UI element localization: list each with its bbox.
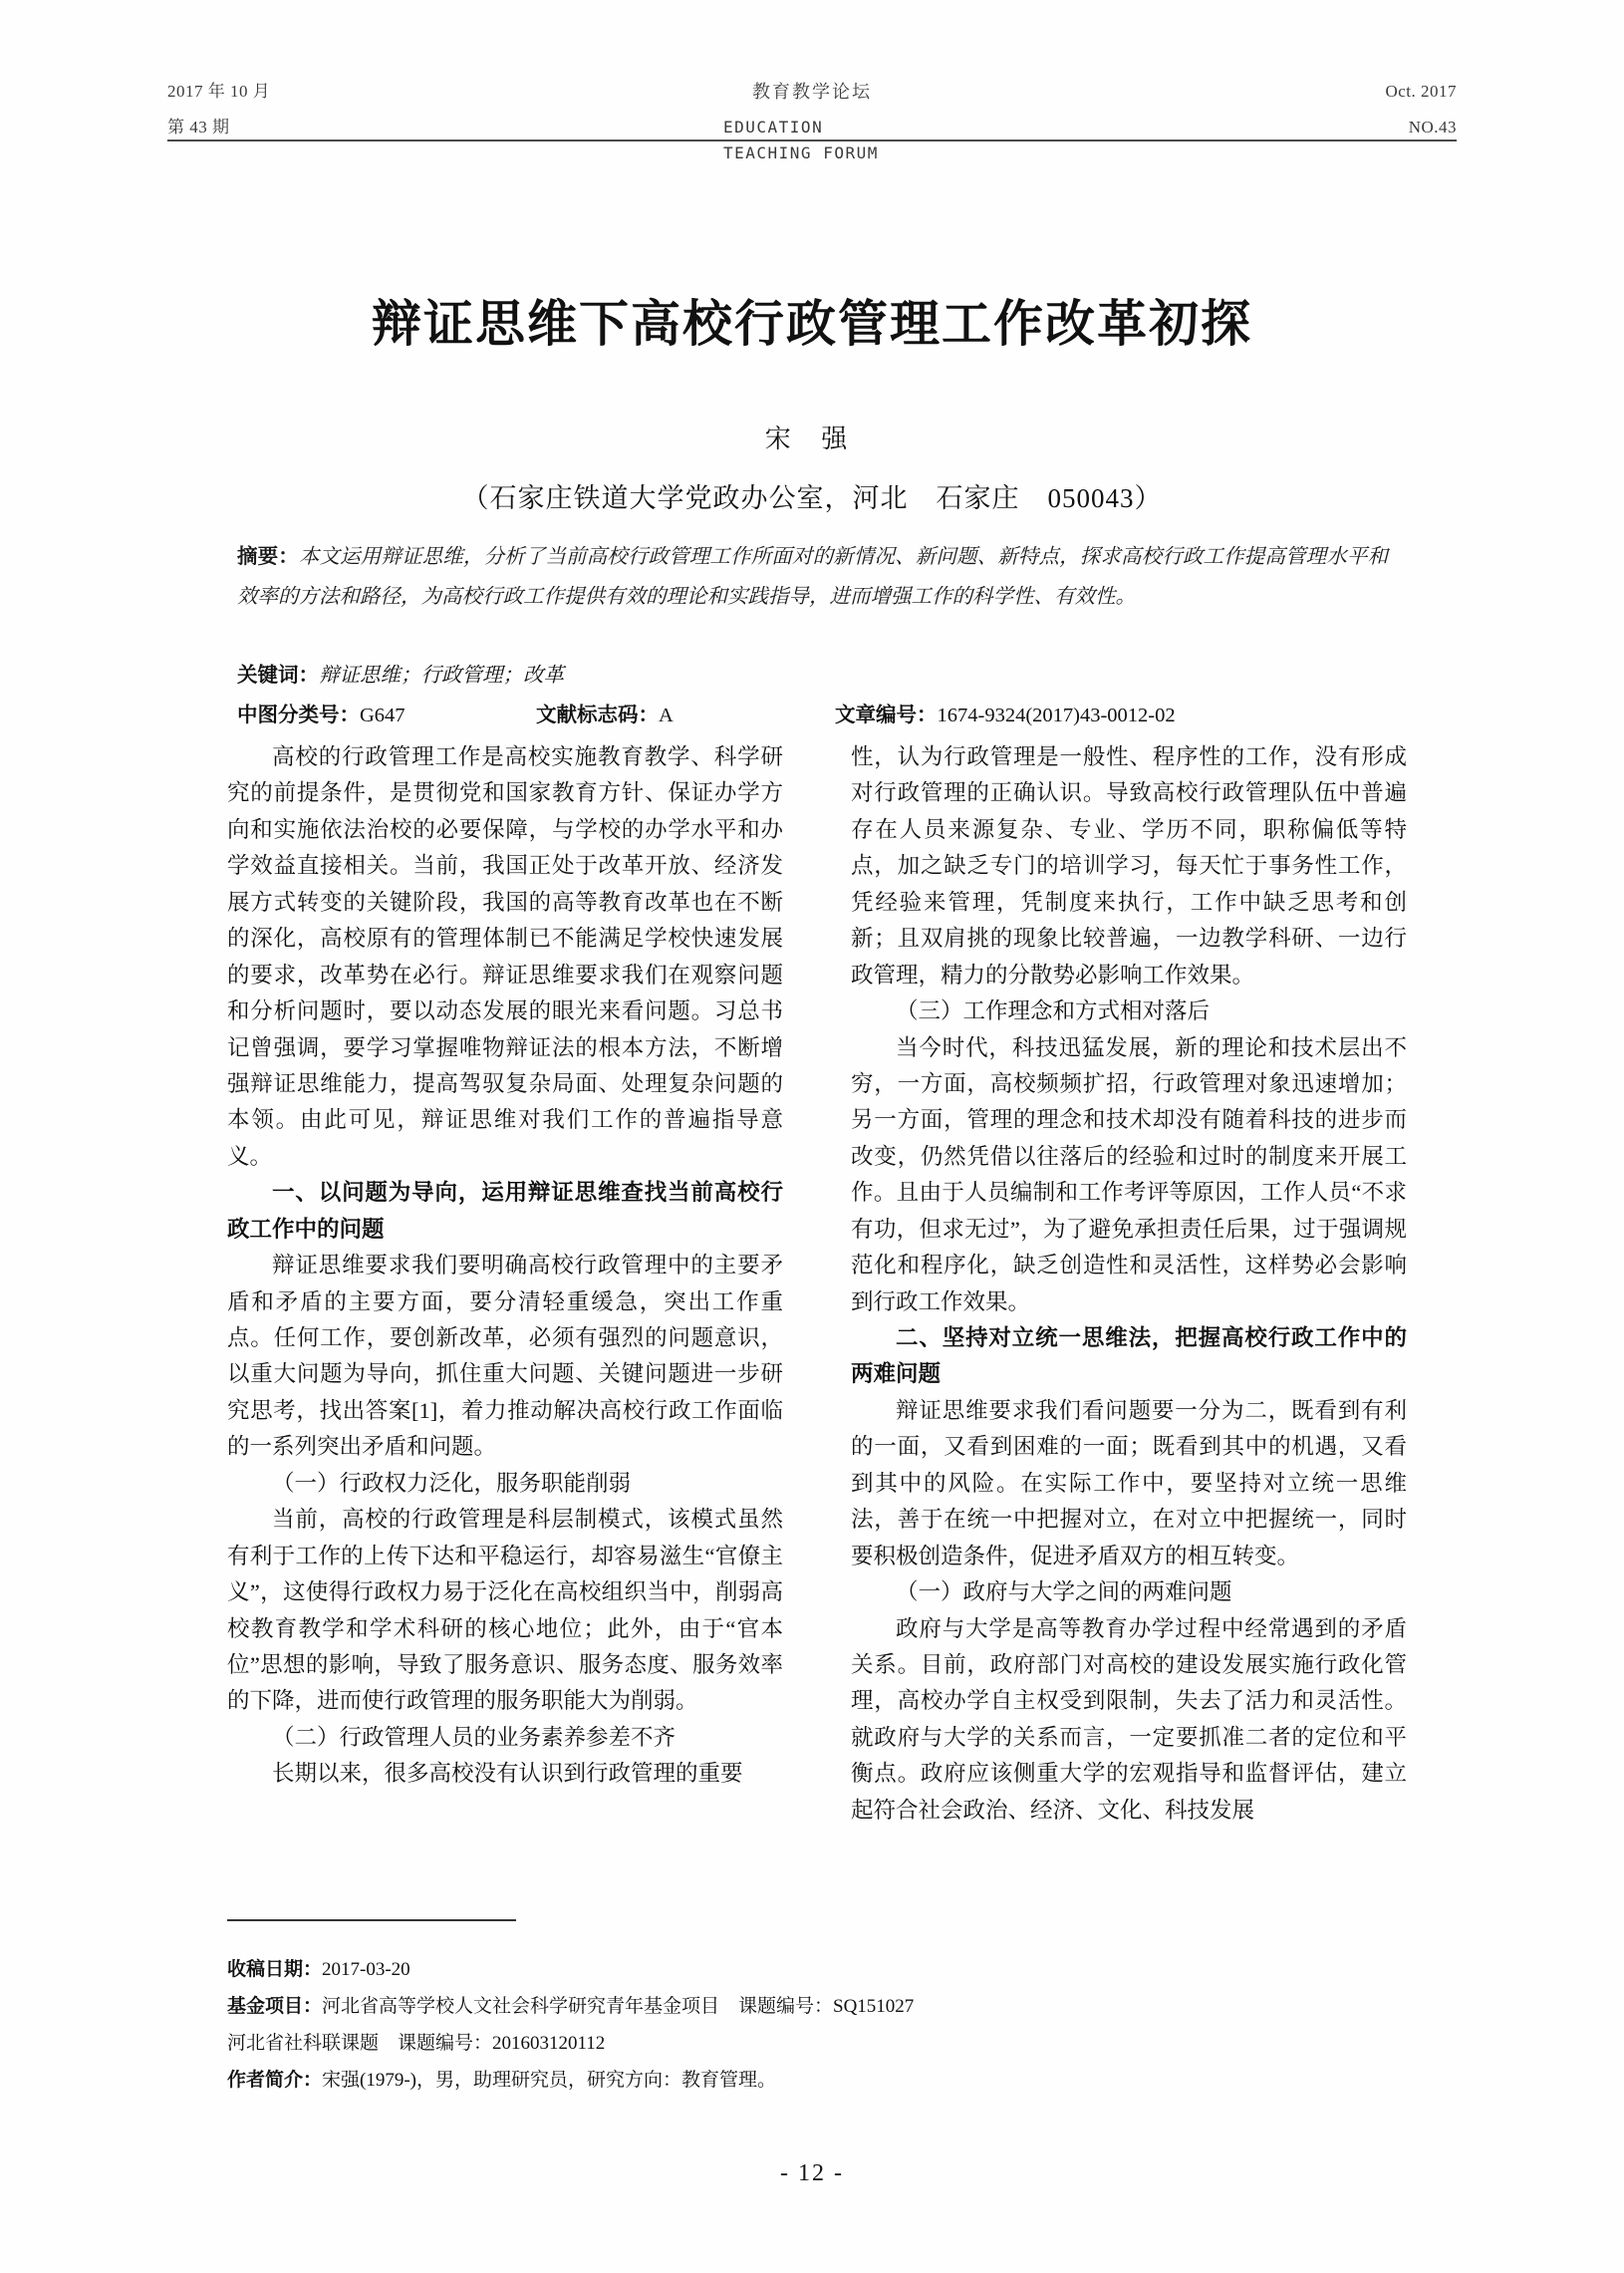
article-id-value: 1674-9324(2017)43-0012-02 — [937, 705, 1176, 726]
page-title: 辩证思维下高校行政管理工作改革初探 — [372, 294, 1252, 353]
footnote-author-label: 作者简介： — [227, 2070, 323, 2092]
paragraph: 当前，高校的行政管理是科层制模式，该模式虽然有利于工作的上传下达和平稳运行，却容易滋生“官僚主义”，这使得行政权力易于泛化在高校组织当中，削弱高校教育教学和学术科研的核心地位；此外，由于“官本位”思想的影响，导致了服务意识、服务态度、服务效率的下降，进而使行政管理的服务职能大为削弱。 — [227, 1507, 783, 1714]
keywords-text: 辩证思维；行政管理；改革 — [319, 665, 564, 687]
paragraph: 高校的行政管理工作是高校实施教育教学、科学研究的前提条件，是贯彻党和国家教育方针、保证办学方向和实施依法治校的必要保障，与学校的办学水平和办学效益直接相关。当前，我国正处于改革开放、经济发展方式转变的关键阶段，我国的高等教育改革也在不断的深化，高校原有的管理体制已不能满足学校快速发展的要求，改革势在必行。辩证思维要求我们在观察问题和分析问题时，要以动态发展的眼光来看问题。习总书记曾强调，要学习掌握唯物辩证法的根本方法，不断增强辩证思维能力，提高驾驭复杂局面、处理复杂问题的本领。由此可见，辩证思维对我们工作的普遍指导意义。 — [227, 744, 783, 1169]
journal-name-en: EDUCATION TEACHING FORUM — [723, 118, 879, 163]
subsection-heading: （三）工作理念和方式相对落后 — [896, 998, 1211, 1024]
footnote-fund-value: 河北省高等学校人文社会科学研究青年基金项目 课题编号：SQ151027 — [322, 1996, 915, 2018]
keywords-label: 关键词： — [237, 665, 319, 687]
column-right — [851, 739, 1407, 1829]
classification-line — [237, 698, 1433, 727]
page-number: - 12 - — [780, 2160, 844, 2186]
running-head-left — [167, 78, 723, 141]
column-left — [227, 739, 783, 1829]
abstract-text: 本文运用辩证思维，分析了当前高校行政管理工作所面对的新情况、新问题、新特点，探求高校行政工作提高管理水平和效率的方法和路径，为高校行政工作提供有效的理论和实践指导，进而增强工作的科学性、有效性。 — [237, 546, 1389, 608]
footnote-fund-line2: 河北省社科联课题 课题编号：201603120112 — [227, 2033, 606, 2055]
paragraph-continued: 性，认为行政管理是一般性、程序性的工作，没有形成对行政管理的正确认识。导致高校行政管理队伍中普遍存在人员来源复杂、专业、学历不同，职称偏低等特点，加之缺乏专门的培训学习，每天忙于事务性工作，凭经验来管理，凭制度来执行，工作中缺乏思考和创新；且双肩挑的现象比较普遍，一边教学科研、一边行政管理，精力的分散势必影响工作效果。 — [851, 744, 1407, 988]
author-affiliation: （石家庄铁道大学党政办公室，河北 石家庄 050043） — [461, 483, 1163, 513]
article-id-label: 文章编号： — [835, 705, 938, 726]
abstract-block — [237, 538, 1388, 618]
body-columns — [227, 739, 1407, 1829]
footnote-author-value: 宋强(1979-)，男，助理研究员，研究方向：教育管理。 — [322, 2070, 776, 2092]
clc-value: G647 — [360, 705, 406, 726]
footnote-fund-label: 基金项目： — [227, 1996, 323, 2018]
footnote-block — [227, 1951, 1223, 2099]
paragraph: 辩证思维要求我们要明确高校行政管理中的主要矛盾和矛盾的主要方面，要分清轻重缓急，突出工作重点。任何工作，要创新改革，必须有强烈的问题意识，以重大问题为导向，抓住重大问题、关键问题进一步研究思考，找出答案[1]，着力推动解决高校行政工作面临的一系列突出矛盾和问题。 — [227, 1253, 783, 1460]
section-heading: 二、坚持对立统一思维法，把握高校行政工作中的两难问题 — [851, 1325, 1407, 1387]
doc-code-segment — [536, 698, 835, 727]
footnote-received-value: 2017-03-20 — [322, 1959, 410, 1980]
section-heading: 一、以问题为导向，运用辩证思维查找当前高校行政工作中的问题 — [227, 1180, 783, 1242]
issue-date: 2017 年 10 月 — [167, 82, 271, 101]
issue-number-en: NO.43 — [1408, 117, 1457, 137]
footnote-received-label: 收稿日期： — [227, 1959, 323, 1980]
subsection-heading: （一）政府与大学之间的两难问题 — [896, 1579, 1232, 1605]
footnote-received — [227, 1951, 1223, 1988]
doc-code-value: A — [659, 705, 674, 726]
author-name: 宋 强 — [764, 425, 860, 453]
issue-number: 第 43 期 — [167, 117, 230, 137]
header-divider — [167, 140, 1457, 142]
running-head — [167, 78, 1457, 166]
article-id-segment — [835, 698, 1353, 727]
footnote-divider — [227, 1919, 516, 1921]
paragraph: 长期以来，很多高校没有认识到行政管理的重要 — [272, 1761, 743, 1787]
subsection-heading: （二）行政管理人员的业务素养参差不齐 — [272, 1724, 677, 1750]
paragraph: 当今时代，科技迅猛发展，新的理论和技术层出不穷，一方面，高校频频扩招，行政管理对象迅速增加；另一方面，管理的理念和技术却没有随着科技的进步而改变，仍然凭借以往落后的经验和过时的制度来开展工作。且由于人员编制和工作考评等原因，工作人员“不求有功，但求无过”，为了避免承担责任后果，过于强调规范化和程序化，缺乏创造性和灵活性，这样势必会影响到行政工作效果。 — [851, 1034, 1407, 1314]
keywords-block — [237, 658, 1388, 688]
subsection-heading: （一）行政权力泛化，服务职能削弱 — [272, 1470, 632, 1496]
abstract-label: 摘要： — [237, 546, 299, 568]
running-head-right — [901, 78, 1457, 141]
paragraph: 辩证思维要求我们看问题要一分为二，既看到有利的一面，又看到困难的一面；既看到其中的机遇，又看到其中的风险。在实际工作中，要坚持对立统一思维法，善于在统一中把握对立，在对立中把握统一，同时要积极创造条件，促进矛盾双方的相互转变。 — [851, 1397, 1407, 1568]
doc-code-label: 文献标志码： — [536, 705, 659, 726]
paragraph: 政府与大学是高等教育办学过程中经常遇到的矛盾关系。目前，政府部门对高校的建设发展实施行政化管理，高校办学自主权受到限制，失去了活力和灵活性。就政府与大学的关系而言，一定要抓准二者的定位和平衡点。政府应该侧重大学的宏观指导和监督评估，建立起符合社会政治、经济、文化、科技发展 — [851, 1615, 1407, 1823]
footnote-fund — [227, 1988, 1223, 2025]
issue-date-en: Oct. 2017 — [1385, 82, 1457, 101]
clc-label: 中图分类号： — [237, 705, 360, 726]
running-head-center — [723, 78, 901, 166]
clc-segment — [237, 698, 536, 727]
journal-name-cn: 教育教学论坛 — [752, 82, 872, 102]
footnote-author — [227, 2062, 1223, 2099]
